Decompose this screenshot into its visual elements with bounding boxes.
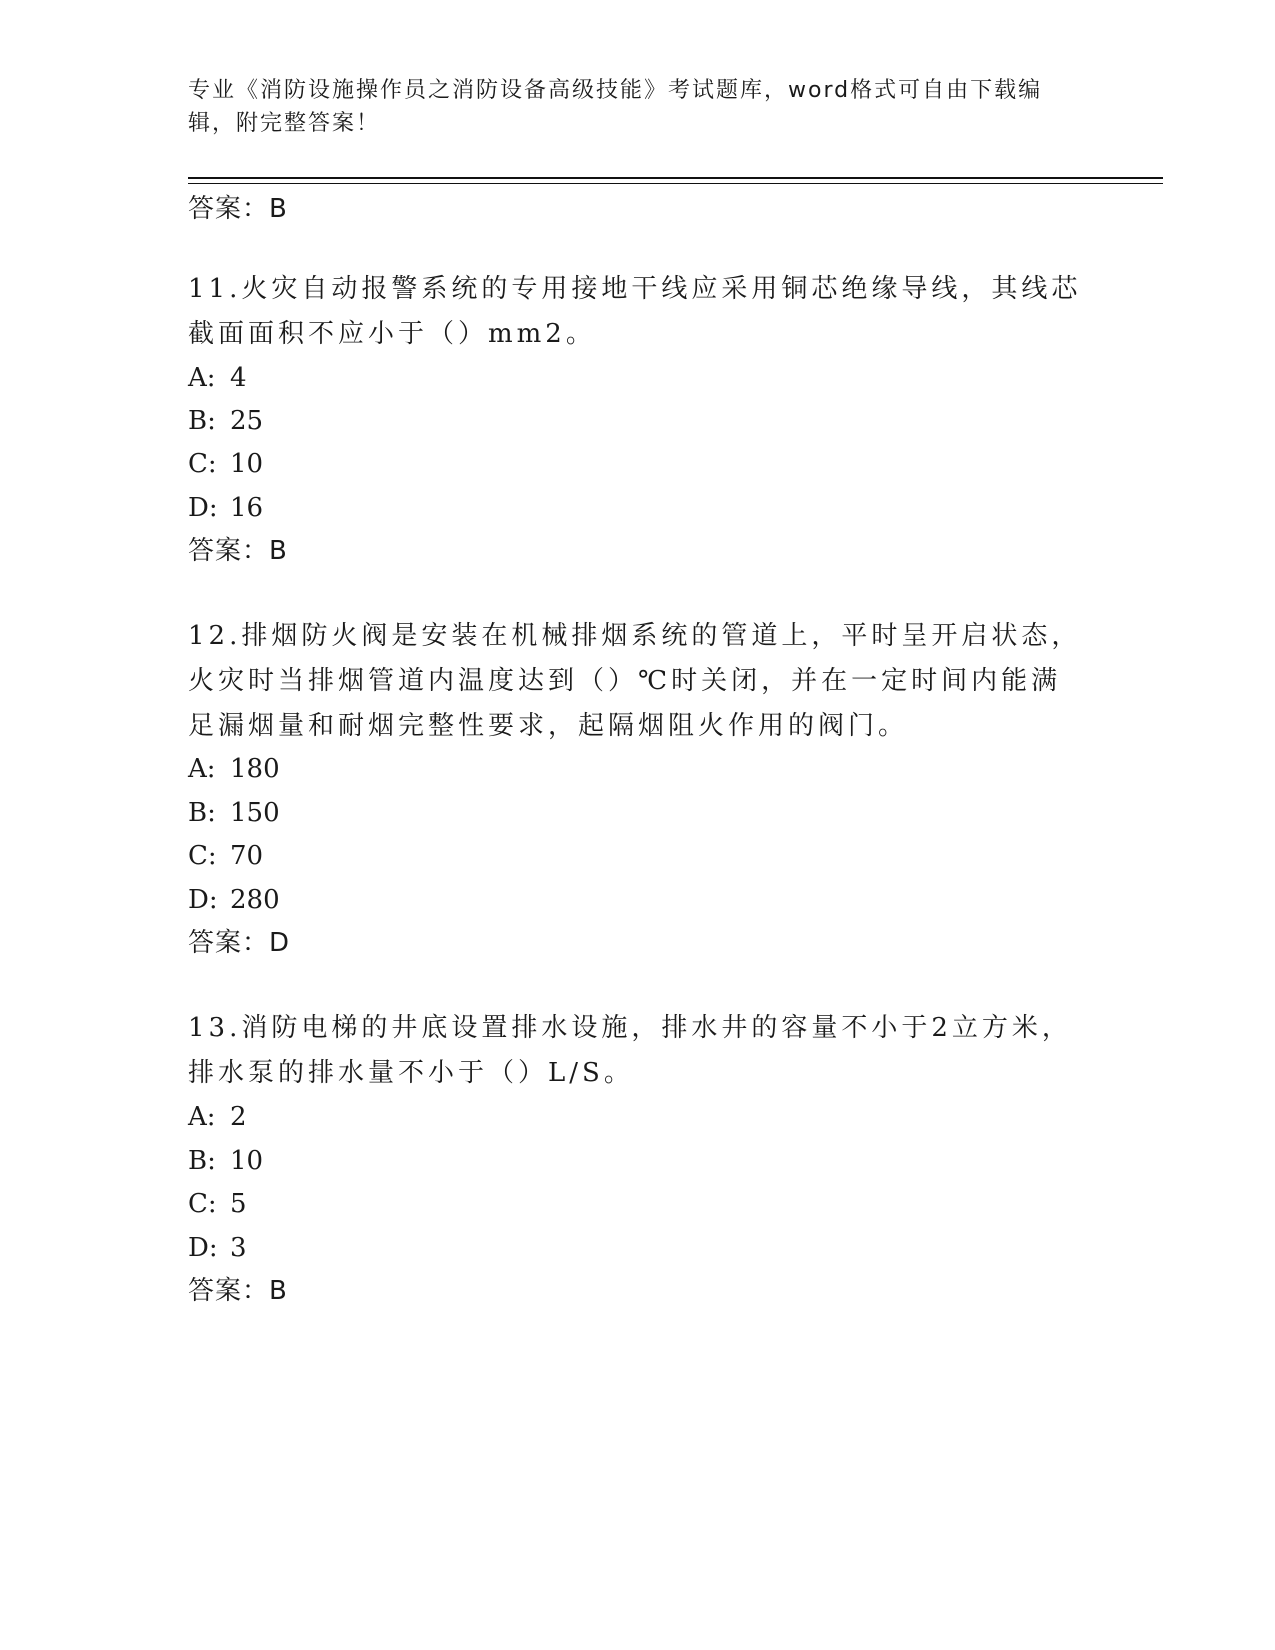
option-letter: A: — [188, 754, 216, 784]
option-letter: C: — [188, 1189, 217, 1219]
option-value: 150 — [230, 798, 280, 828]
question-13-option-c — [188, 1188, 247, 1220]
option-letter: B: — [188, 1146, 216, 1176]
option-letter: A: — [188, 363, 216, 393]
option-value: 280 — [230, 885, 280, 915]
option-value: 10 — [230, 449, 264, 479]
header-rule-thick — [188, 177, 1163, 179]
option-letter: C: — [188, 841, 217, 871]
option-letter: B: — [188, 406, 216, 436]
option-value: 25 — [230, 406, 264, 436]
question-11-text: 11.火灾自动报警系统的专用接地干线应采用铜芯绝缘导线，其线芯截面面积不应小于（）mm2。 — [188, 274, 1082, 349]
question-12-text: 12.排烟防火阀是安装在机械排烟系统的管道上，平时呈开启状态，火灾时当排烟管道内温度达到（）℃时关闭，并在一定时间内能满足漏烟量和耐烟完整性要求，起隔烟阻火作用的阀门。 — [188, 621, 1082, 741]
question-12-answer: 答案：D — [188, 928, 291, 958]
option-letter: B: — [188, 798, 216, 828]
question-11-option-c — [188, 448, 263, 480]
option-value: 10 — [230, 1146, 264, 1176]
option-value: 70 — [230, 841, 264, 871]
option-value: 180 — [230, 754, 280, 784]
header-line-2: 辑，附完整答案！ — [188, 111, 381, 136]
document-header — [188, 74, 1088, 140]
option-letter: D: — [188, 493, 218, 523]
option-value: 5 — [230, 1189, 247, 1219]
option-value: 16 — [230, 493, 264, 523]
option-letter: A: — [188, 1102, 216, 1132]
question-13-option-a — [188, 1101, 247, 1133]
answer-previous: 答案：B — [188, 194, 288, 224]
header-rule-thin — [188, 183, 1163, 184]
question-12-option-c — [188, 840, 263, 872]
question-13-answer: 答案：B — [188, 1276, 288, 1306]
question-11-option-a — [188, 362, 247, 394]
question-13-text: 13.消防电梯的井底设置排水设施，排水井的容量不小于2立方米，排水泵的排水量不小于（）L/S。 — [188, 1013, 1072, 1088]
question-12-option-d — [188, 884, 280, 916]
option-value: 4 — [230, 363, 247, 393]
question-11-option-b — [188, 405, 263, 437]
header-line-1: 专业《消防设施操作员之消防设备高级技能》考试题库，word格式可自由下载编 — [188, 78, 1043, 103]
option-value: 3 — [230, 1233, 247, 1263]
question-13-option-d — [188, 1232, 247, 1264]
option-value: 2 — [230, 1102, 247, 1132]
option-letter: C: — [188, 449, 217, 479]
question-11-option-d — [188, 492, 263, 524]
option-letter: D: — [188, 1233, 218, 1263]
question-13-option-b — [188, 1145, 263, 1177]
option-letter: D: — [188, 885, 218, 915]
question-12-option-b — [188, 797, 280, 829]
question-12-option-a — [188, 753, 280, 785]
question-11-answer: 答案：B — [188, 536, 288, 566]
